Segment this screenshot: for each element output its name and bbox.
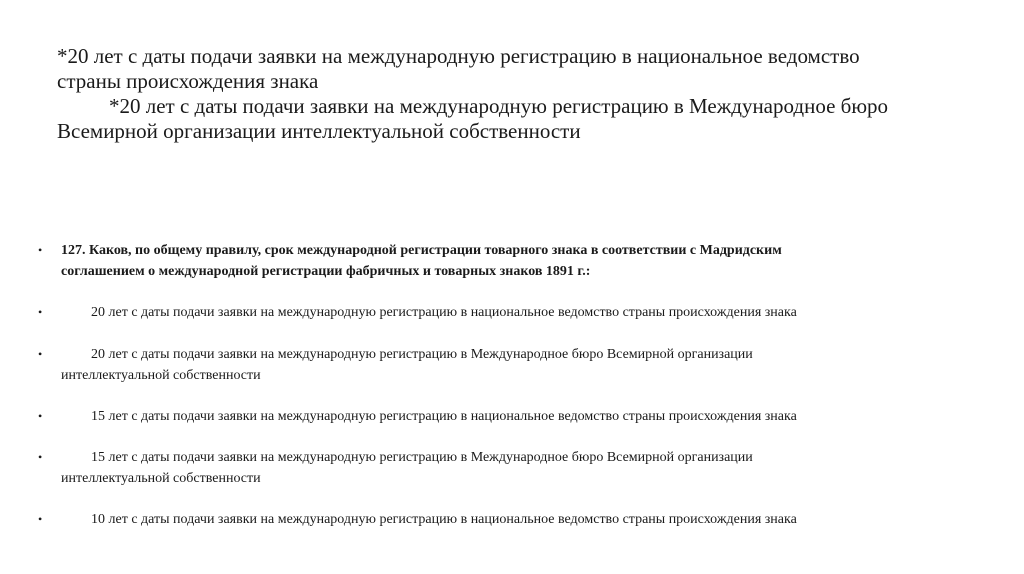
bullet-icon: • — [38, 243, 43, 257]
answer-line-2: страны происхождения знака — [57, 69, 319, 93]
question-line-2: соглашением о международной регистрации фабричных и товарных знаков 1891 г.: — [61, 264, 591, 279]
answer-line-1: *20 лет с даты подачи заявки на международную регистрацию в национальное ведомство — [57, 44, 860, 68]
bullet-icon: • — [38, 347, 43, 361]
bullet-icon: • — [38, 450, 43, 464]
question-line-1: 127. Каков, по общему правилу, срок международной регистрации товарного знака в соответствии с Мадридским — [61, 243, 782, 258]
option-line-1: 20 лет с даты подачи заявки на международную регистрацию в национальное ведомство страны происхождения знака — [91, 305, 797, 320]
option-text-1 — [61, 302, 921, 323]
answer-line-4: Всемирной организации интеллектуальной собственности — [57, 119, 581, 143]
answer-block — [57, 44, 957, 144]
option-line-1: 20 лет с даты подачи заявки на международную регистрацию в Международное бюро Всемирной организации — [91, 347, 753, 362]
option-line-2: интеллектуальной собственности — [61, 471, 261, 486]
bullet-icon: • — [38, 305, 43, 319]
question-text — [61, 240, 921, 282]
option-text-4 — [61, 447, 921, 489]
answer-line-3: *20 лет с даты подачи заявки на международную регистрацию в Международное бюро — [109, 94, 889, 118]
option-line-1: 10 лет с даты подачи заявки на международную регистрацию в национальное ведомство страны происхождения знака — [91, 512, 797, 527]
option-text-5 — [61, 509, 921, 530]
bullet-icon: • — [38, 512, 43, 526]
option-line-1: 15 лет с даты подачи заявки на международную регистрацию в национальное ведомство страны происхождения знака — [91, 409, 797, 424]
bullet-icon: • — [38, 409, 43, 423]
option-line-2: интеллектуальной собственности — [61, 368, 261, 383]
option-text-2 — [61, 344, 921, 386]
option-text-3 — [61, 406, 921, 427]
option-line-1: 15 лет с даты подачи заявки на международную регистрацию в Международное бюро Всемирной организации — [91, 450, 753, 465]
